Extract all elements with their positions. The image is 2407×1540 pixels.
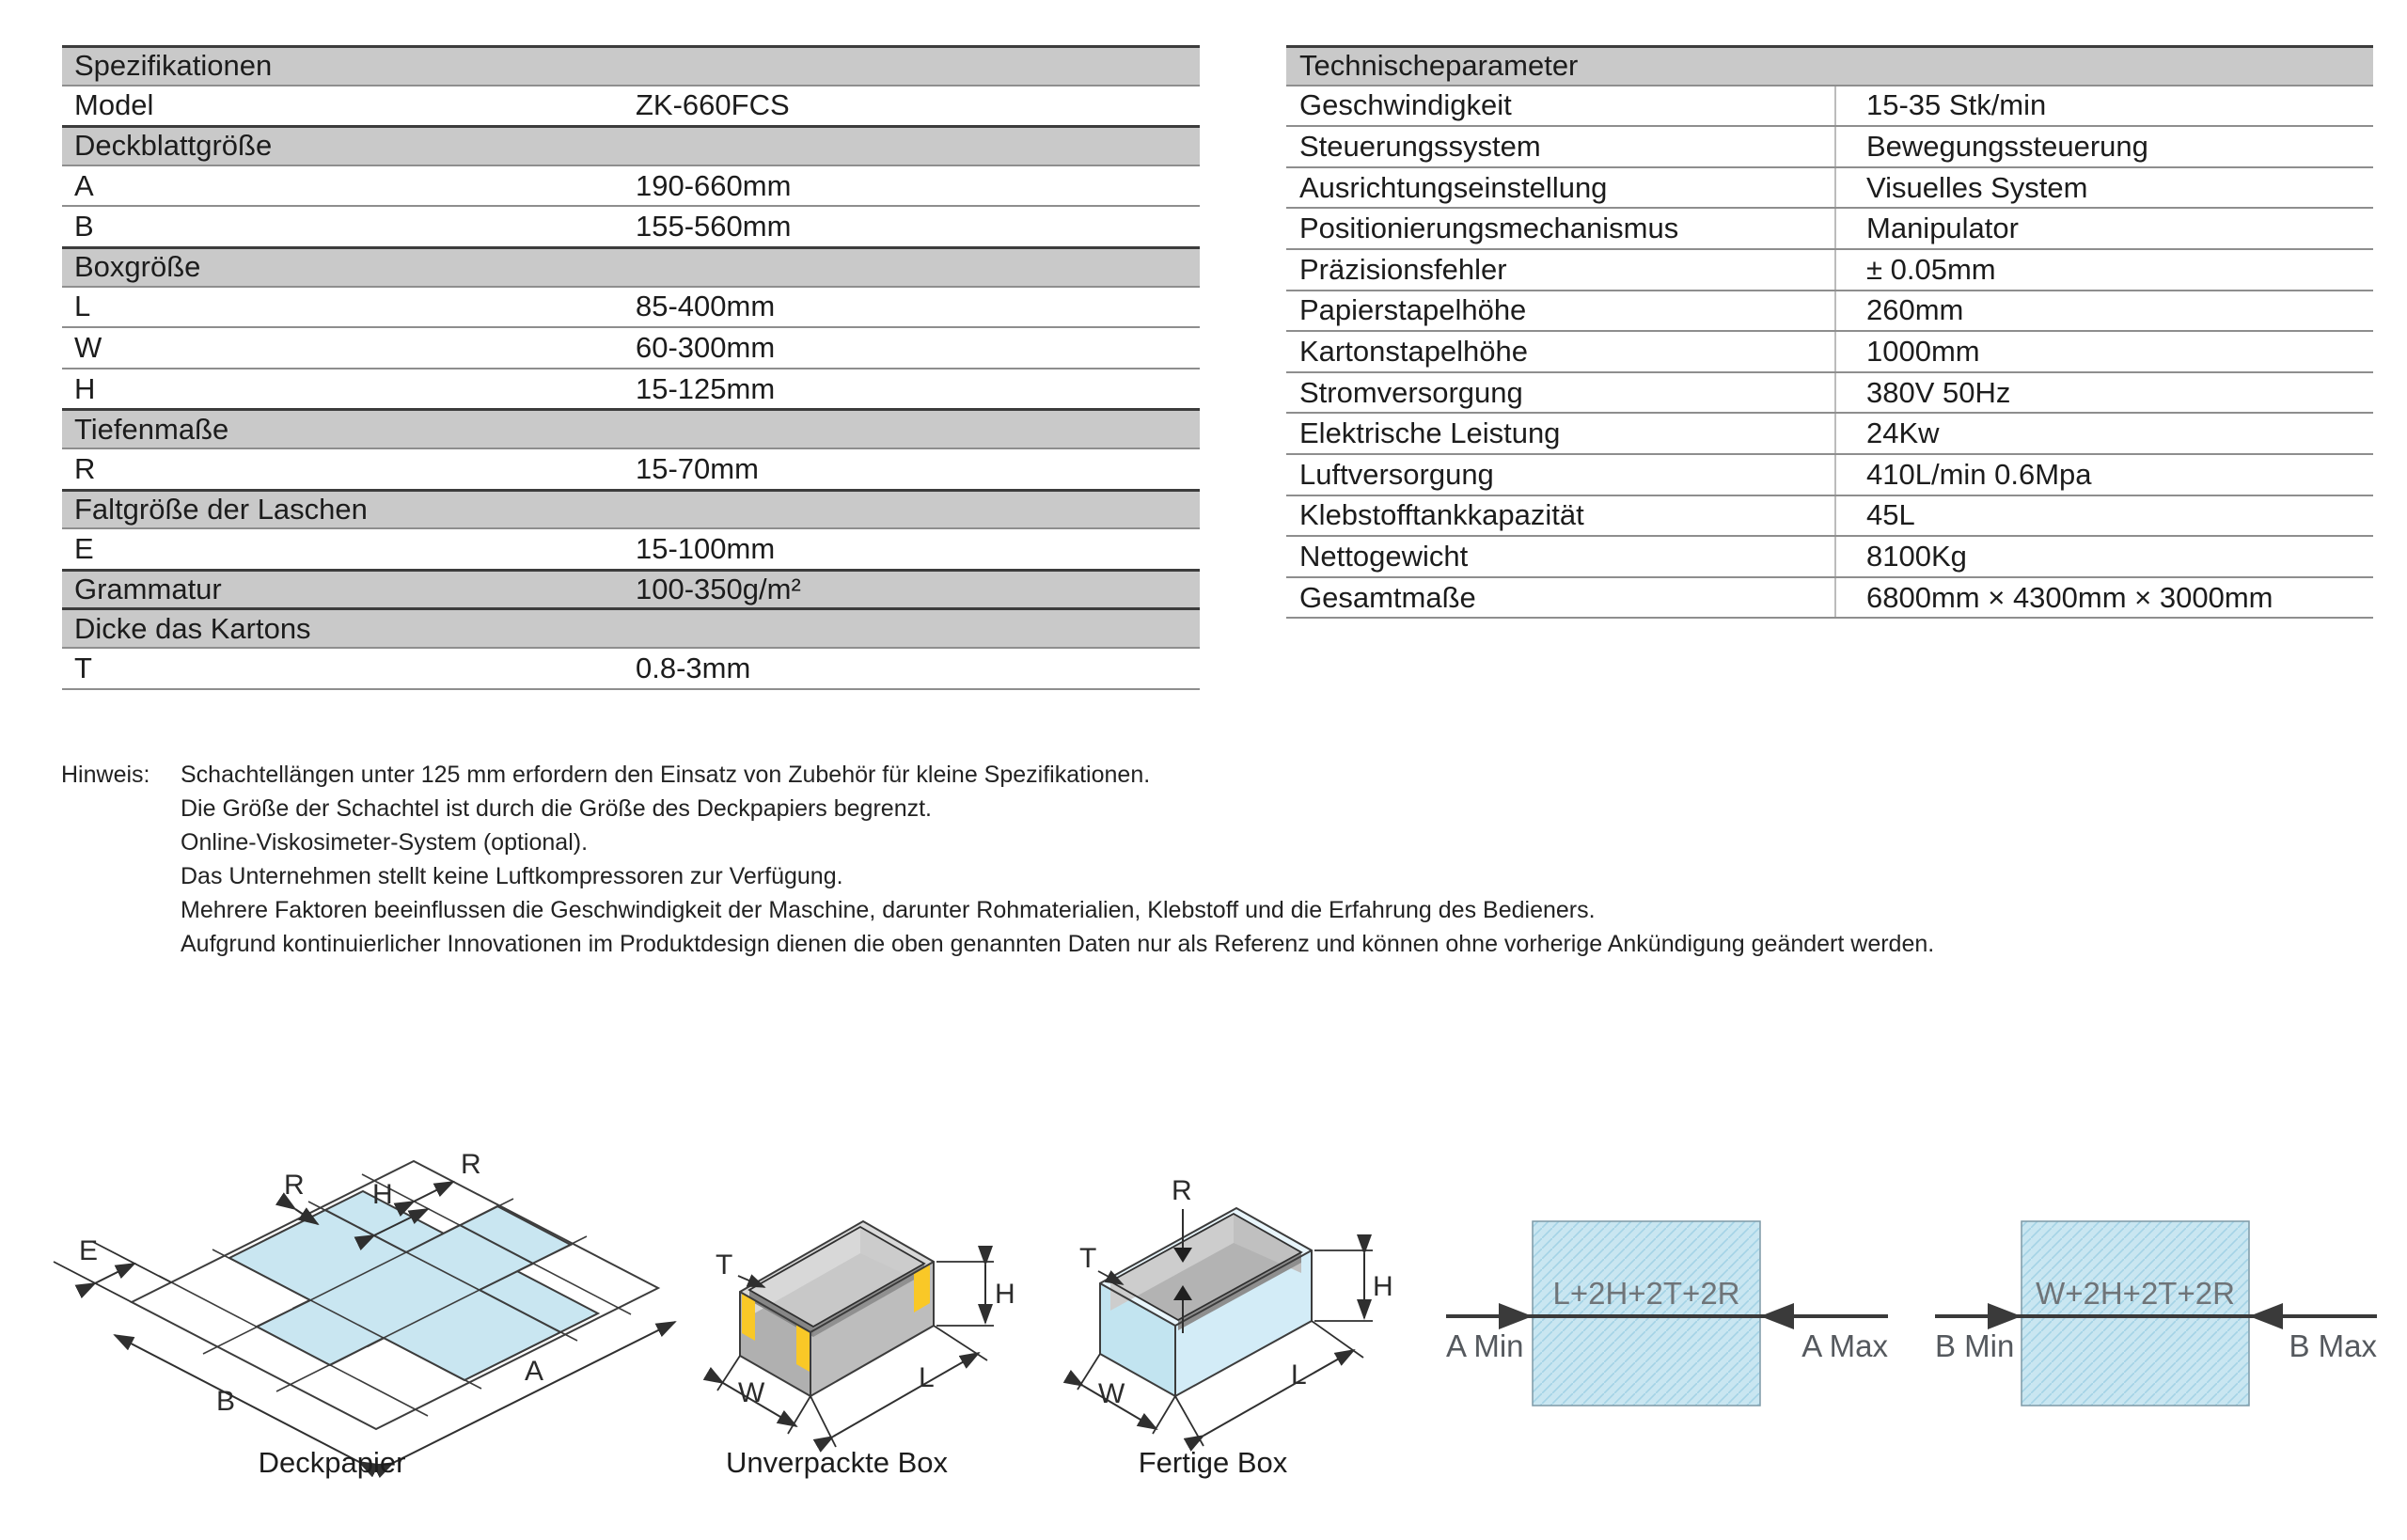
table-row: [1286, 209, 2373, 250]
row-value: [636, 48, 1200, 85]
table-row: [1286, 496, 2373, 538]
table-row: [62, 166, 1200, 208]
row-label: T: [74, 651, 92, 684]
row-value: 100-350g/m²: [636, 573, 801, 606]
w-label: W: [1098, 1378, 1125, 1409]
table-row: [1286, 332, 2373, 373]
row-label: Deckblattgröße: [74, 129, 273, 163]
row-label: Faltgröße der Laschen: [74, 492, 368, 526]
specifications-table: [62, 45, 1200, 690]
row-label: Kartonstapelhöhe: [1286, 332, 1836, 371]
row-label: Papierstapelhöhe: [1286, 291, 1836, 331]
row-label: Positionierungsmechanismus: [1286, 209, 1836, 248]
table-row: [62, 369, 1200, 411]
note-line: Schachtellängen unter 125 mm erfordern den Einsatz von Zubehör für kleine Spezifikationen.: [181, 762, 1151, 788]
table-row: [1286, 168, 2373, 210]
table-section-row: [62, 408, 1200, 449]
table-row: [1286, 414, 2373, 455]
table-row: [62, 288, 1200, 329]
range-b-diagram: [1927, 1218, 2388, 1420]
l-label: L: [1291, 1359, 1307, 1391]
a-label: A: [525, 1356, 544, 1387]
range-b-formula: W+2H+2T+2R: [2036, 1276, 2235, 1311]
row-label: Elektrische Leistung: [1286, 414, 1836, 453]
table-row: [1286, 373, 2373, 415]
note-line: Aufgrund kontinuierlicher Innovationen im Produktdesign dienen die oben genannten Daten nur als Referenz und können ohne vorherige Ankündigung geändert werden.: [181, 931, 1935, 957]
row-value: 260mm: [1866, 293, 1964, 327]
range-a-formula: L+2H+2T+2R: [1552, 1276, 1740, 1311]
deckpapier-caption: Deckpapier: [258, 1446, 406, 1479]
yellow-strip-center: [796, 1325, 810, 1372]
l-label: L: [919, 1362, 935, 1393]
e-label: E: [79, 1235, 99, 1266]
row-value: 15-125mm: [636, 371, 776, 405]
r-right-label: R: [461, 1149, 481, 1180]
note-line: Mehrere Faktoren beeinflussen die Geschwindigkeit der Maschine, darunter Rohmaterialien, Klebstoff und die Erfahrung des Bedieners.: [181, 897, 1596, 923]
h-label: H: [995, 1279, 1015, 1310]
row-value: [636, 411, 1200, 448]
row-label: R: [74, 451, 96, 485]
row-value: Visuelles System: [1866, 170, 2088, 204]
row-value: ZK-660FCS: [636, 88, 790, 122]
note-line: Die Größe der Schachtel ist durch die Größe des Deckpapiers begrenzt.: [181, 795, 932, 822]
row-label: Steuerungssystem: [1286, 127, 1836, 166]
table-row: [62, 86, 1200, 128]
range-b-max-label: B Max: [2289, 1328, 2377, 1363]
row-value: ± 0.05mm: [1866, 252, 1996, 286]
table-row: [1286, 250, 2373, 291]
row-value: [636, 610, 1200, 647]
range-a-min-arrowhead: [1499, 1303, 1533, 1329]
row-value: 1000mm: [1866, 334, 1980, 368]
note-line: Online-Viskosimeter-System (optional).: [181, 829, 589, 856]
table-section-row: [62, 489, 1200, 530]
row-value: 15-70mm: [636, 451, 759, 485]
table-section-row: [62, 246, 1200, 288]
table-section-row: [62, 607, 1200, 649]
fertige-caption: Fertige Box: [1138, 1446, 1288, 1479]
row-label: Gesamtmaße: [1286, 578, 1836, 618]
h-label: H: [1373, 1271, 1393, 1302]
row-value: Manipulator: [1866, 212, 2019, 245]
row-label: Stromversorgung: [1286, 373, 1836, 413]
table-section-row: [62, 125, 1200, 166]
row-label: Model: [74, 88, 154, 122]
unverpackte-box-diagram: [710, 1180, 1077, 1462]
r-label: R: [1172, 1175, 1192, 1206]
fertige-box-diagram: [1072, 1156, 1448, 1462]
row-label: Spezifikationen: [74, 49, 273, 83]
row-value: 60-300mm: [636, 330, 776, 364]
b-label: B: [216, 1386, 236, 1417]
table-section-row: [62, 569, 1200, 610]
row-value: 15-100mm: [636, 531, 776, 565]
row-value: 8100Kg: [1866, 539, 1967, 573]
row-value: 6800mm × 4300mm × 3000mm: [1866, 580, 2273, 614]
range-a-diagram: [1439, 1218, 1899, 1420]
row-value: Bewegungssteuerung: [1866, 129, 2148, 163]
yellow-strip-left: [742, 1294, 755, 1341]
table-row: [1286, 537, 2373, 578]
technical-parameters-table: [1286, 45, 2373, 619]
row-label: Geschwindigkeit: [1286, 86, 1836, 126]
row-value: 15-35 Stk/min: [1866, 88, 2047, 122]
row-value: 190-660mm: [636, 168, 792, 202]
row-label: Ausrichtungseinstellung: [1286, 168, 1836, 208]
r-right-arrow: [414, 1182, 453, 1202]
row-value: 85-400mm: [636, 290, 776, 323]
e-dimension-arrow: [95, 1264, 134, 1283]
row-label: Klebstofftankkapazität: [1286, 496, 1836, 536]
row-label: Grammatur: [74, 573, 222, 606]
table-row: [62, 328, 1200, 369]
table-row: [1286, 127, 2373, 168]
table-row: [1286, 291, 2373, 333]
table-row: [62, 529, 1200, 571]
row-value: [636, 128, 1200, 165]
table-row: [62, 649, 1200, 690]
row-label: L: [74, 290, 91, 323]
row-value: 45L: [1866, 498, 1915, 532]
unverpackte-caption: Unverpackte Box: [725, 1446, 949, 1479]
range-a-min-label: A Min: [1446, 1328, 1524, 1363]
range-b-min-label: B Min: [1935, 1328, 2015, 1363]
row-value: 410L/min 0.6Mpa: [1866, 457, 2092, 491]
table-row: [1286, 578, 2373, 620]
notes-block: [61, 758, 1934, 961]
row-label: Dicke das Kartons: [74, 611, 311, 645]
range-b-max-arrowhead: [2249, 1303, 2283, 1329]
table-row: [1286, 86, 2373, 128]
w-label: W: [738, 1377, 765, 1408]
note-line: Das Unternehmen stellt keine Luftkompressoren zur Verfügung.: [181, 863, 843, 889]
row-label: Tiefenmaße: [74, 412, 229, 446]
table-section-row: [62, 45, 1200, 86]
table-row: [1286, 455, 2373, 496]
row-label: H: [74, 371, 96, 405]
row-label: Technischeparameter: [1299, 49, 1579, 83]
range-a-max-arrowhead: [1760, 1303, 1794, 1329]
notes-label: Hinweis:: [61, 762, 150, 788]
row-value: 0.8-3mm: [636, 651, 751, 684]
range-a-band: [1533, 1221, 1760, 1406]
table-section-row: [1286, 45, 2373, 86]
table-row: [62, 207, 1200, 248]
row-value: 155-560mm: [636, 210, 792, 244]
row-label: B: [74, 210, 94, 244]
table-row: [62, 449, 1200, 491]
notes-lines: [181, 758, 1934, 961]
row-value: [636, 492, 1200, 528]
row-label: Boxgröße: [74, 250, 201, 284]
row-value: [636, 249, 1200, 286]
row-label: W: [74, 330, 102, 364]
e-extension-lines: [54, 1242, 171, 1302]
row-label: Präzisionsfehler: [1286, 250, 1836, 290]
row-value: 24Kw: [1866, 416, 1940, 450]
range-b-band: [2022, 1221, 2249, 1406]
row-label: A: [74, 168, 94, 202]
row-label: E: [74, 531, 94, 565]
r-left-label: R: [284, 1170, 305, 1201]
t-label: T: [1079, 1243, 1097, 1274]
h-label: H: [372, 1179, 393, 1210]
range-a-max-label: A Max: [1801, 1328, 1888, 1363]
row-label: Nettogewicht: [1286, 537, 1836, 576]
t-label: T: [716, 1249, 733, 1281]
row-label: Luftversorgung: [1286, 455, 1836, 495]
row-value: [1836, 48, 2373, 85]
range-b-min-arrowhead: [1988, 1303, 2022, 1329]
row-value: 380V 50Hz: [1866, 375, 2011, 409]
